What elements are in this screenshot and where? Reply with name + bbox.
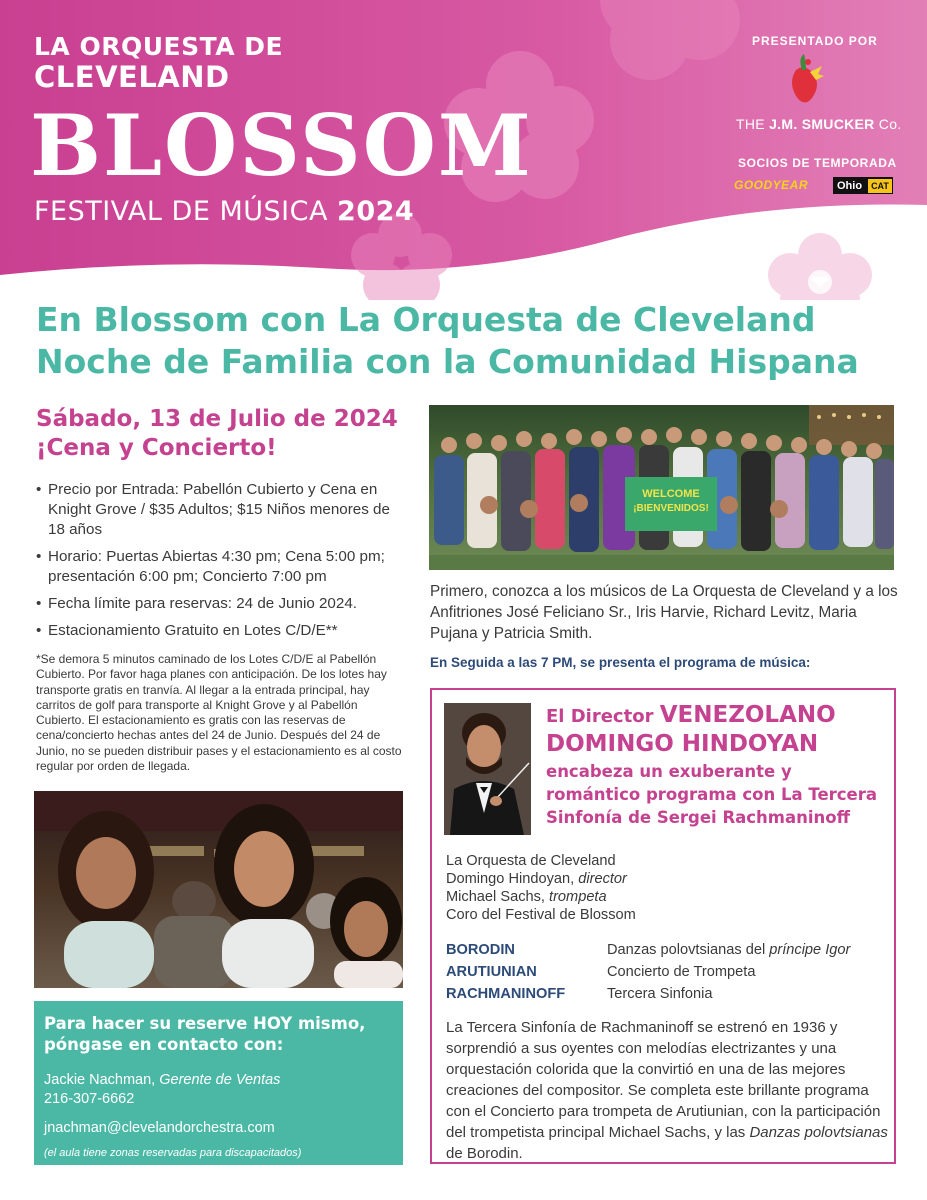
strawberry-logo-icon: [782, 52, 828, 110]
program-row: [446, 939, 850, 961]
performer-item: [446, 906, 636, 924]
accessibility-note: (el aula tiene zonas reservadas para discapacitados): [44, 1147, 302, 1159]
performers-list: [446, 852, 636, 924]
contact-person: [44, 1071, 393, 1090]
work-title-text: Danzas polovtsianas del: [607, 942, 770, 958]
cat-badge: CAT: [868, 179, 892, 193]
work-title: [607, 939, 850, 961]
performer-item: [446, 852, 636, 870]
presenter-name-post: Co.: [874, 116, 902, 132]
contact-email-link[interactable]: jnachman@clevelandorchestra.com: [44, 1120, 275, 1136]
performer-role: trompeta: [549, 889, 607, 905]
banner-line1: WELCOME: [642, 488, 700, 500]
banner-line2: ¡BIENVENIDOS!: [633, 503, 709, 514]
program-pieces: [446, 939, 850, 1005]
orchestra-name-line2: CLEVELAND: [34, 60, 230, 94]
contact-role: Gerente de Ventas: [159, 1072, 281, 1088]
photo-caption: Primero, conozca a los músicos de La Orquesta de Cleveland y a los Anfitriones José Feliciano Sr., Iris Harvie, Richard Levitz, Maria Pujana y Patricia Smith.: [430, 583, 898, 642]
director-headline: [546, 702, 886, 829]
program-box: [430, 688, 896, 1164]
season-partners-label: SOCIOS DE TEMPORADA: [738, 156, 897, 170]
director-name: DOMINGO HINDOYAN: [546, 731, 819, 757]
festival-name: BLOSSOM: [30, 96, 533, 195]
detail-parking: • Estacionamiento Gratuito en Lotes C/D/E**: [36, 621, 408, 641]
presenter-name: [736, 116, 901, 132]
presenter-name-bold: J.M. SMUCKER: [769, 116, 875, 132]
festival-header: [0, 0, 927, 300]
description-italic: Danzas polovtsianas: [749, 1124, 888, 1141]
goodyear-logo: GOODYEAR: [734, 178, 809, 192]
community-group-photo: [429, 405, 894, 570]
girls-concert-photo: [34, 791, 403, 988]
main-title-line2: Noche de Familia con la Comunidad Hispana: [36, 342, 859, 381]
contact-heading: Para hacer su reserve HOY mismo, póngase en contacto con:: [44, 1014, 366, 1054]
festival-subtitle-text: FESTIVAL DE MÚSICA: [34, 196, 328, 227]
presented-by-label: PRESENTADO POR: [752, 34, 878, 48]
work-title: Concierto de Trompeta: [607, 964, 756, 980]
performer-role: director: [578, 871, 627, 887]
festival-year: 2024: [337, 196, 415, 227]
description-text: La Tercera Sinfonía de Rachmaninoff se estrenó en 1936 y sorprendió a sus oyentes con melodías electrizantes y una orquestación colorida que la convirtió en una de las mejores creaciones del compositor. Se completa este brillante programa con el Concierto para trompeta de Arutiunian, con la participación del trompetista principal Michael Sachs, y las: [446, 1019, 881, 1141]
program-row: [446, 961, 850, 983]
performer-name: Coro del Festival de Blossom: [446, 907, 636, 923]
festival-subtitle: [34, 196, 414, 227]
composer-name: BORODIN: [446, 942, 515, 958]
performer-item: [446, 888, 636, 906]
performer-name: La Orquesta de Cleveland: [446, 853, 616, 869]
event-tagline: ¡Cena y Concierto!: [36, 435, 277, 461]
performer-item: [446, 870, 636, 888]
work-title-italic: príncipe Igor: [769, 942, 851, 958]
contact-name: Jackie Nachman,: [44, 1072, 160, 1088]
headline-nationality: VENEZOLANO: [659, 702, 836, 728]
ohio-cat-text: Ohio: [837, 179, 863, 192]
event-date-block: [36, 405, 398, 463]
parking-note: *Se demora 5 minutos caminado de los Lotes C/D/E al Pabellón Cubierto. Por favor haga planes con anticipación. De los lotes hay transporte gratis en tranvía. Al llegar a la entrada principal, hay carritos de golf para transporte al Knight Grove y al Pabellón Cubierto. El estacionamiento es gratis con las reservas de cena/concierto hechas antes del 24 de Junio. Después del 24 de Junio, no se pueden distribuir pases y el estacionamiento es al costo regular por orden de llegada.: [36, 652, 402, 774]
headline-prefix: El Director: [546, 706, 660, 727]
composer-name: RACHMANINOFF: [446, 986, 566, 1002]
ohio-cat-logo: [833, 177, 893, 194]
detail-price: • Precio por Entrada: Pabellón Cubierto y Cena en Knight Grove / $35 Adultos; $15 Niños menores de 18 años: [36, 480, 408, 540]
event-date: Sábado, 13 de Julio de 2024: [36, 406, 398, 432]
event-details-list: [36, 480, 408, 648]
program-row: [446, 983, 850, 1005]
description-end: de Borodin.: [446, 1145, 523, 1162]
detail-schedule: • Horario: Puertas Abiertas 4:30 pm; Cena 5:00 pm; presentación 6:00 pm; Concierto 7:00 pm: [36, 547, 408, 587]
reservation-contact-box: [34, 1001, 403, 1165]
performer-name: Domingo Hindoyan,: [446, 871, 579, 887]
director-headline-line1: [546, 702, 886, 730]
contact-phone[interactable]: 216-307-6662: [44, 1091, 135, 1107]
director-photo: [444, 703, 531, 835]
program-description: [446, 1017, 892, 1164]
main-title-line1: En Blossom con La Orquesta de Cleveland: [36, 300, 816, 339]
performer-name: Michael Sachs,: [446, 889, 550, 905]
composer-name: ARUTIUNIAN: [446, 964, 537, 980]
work-title: Tercera Sinfonia: [607, 986, 713, 1002]
detail-deadline: • Fecha límite para reservas: 24 de Junio 2024.: [36, 594, 408, 614]
program-intro-line: En Seguida a las 7 PM, se presenta el programa de música:: [430, 655, 811, 670]
director-headline-rest: encabeza un exuberante y romántico programa con La Tercera Sinfonía de Sergei Rachmaninoff: [546, 762, 878, 827]
orchestra-name-line1: LA ORQUESTA DE: [34, 32, 284, 61]
presenter-name-pre: THE: [736, 116, 770, 132]
